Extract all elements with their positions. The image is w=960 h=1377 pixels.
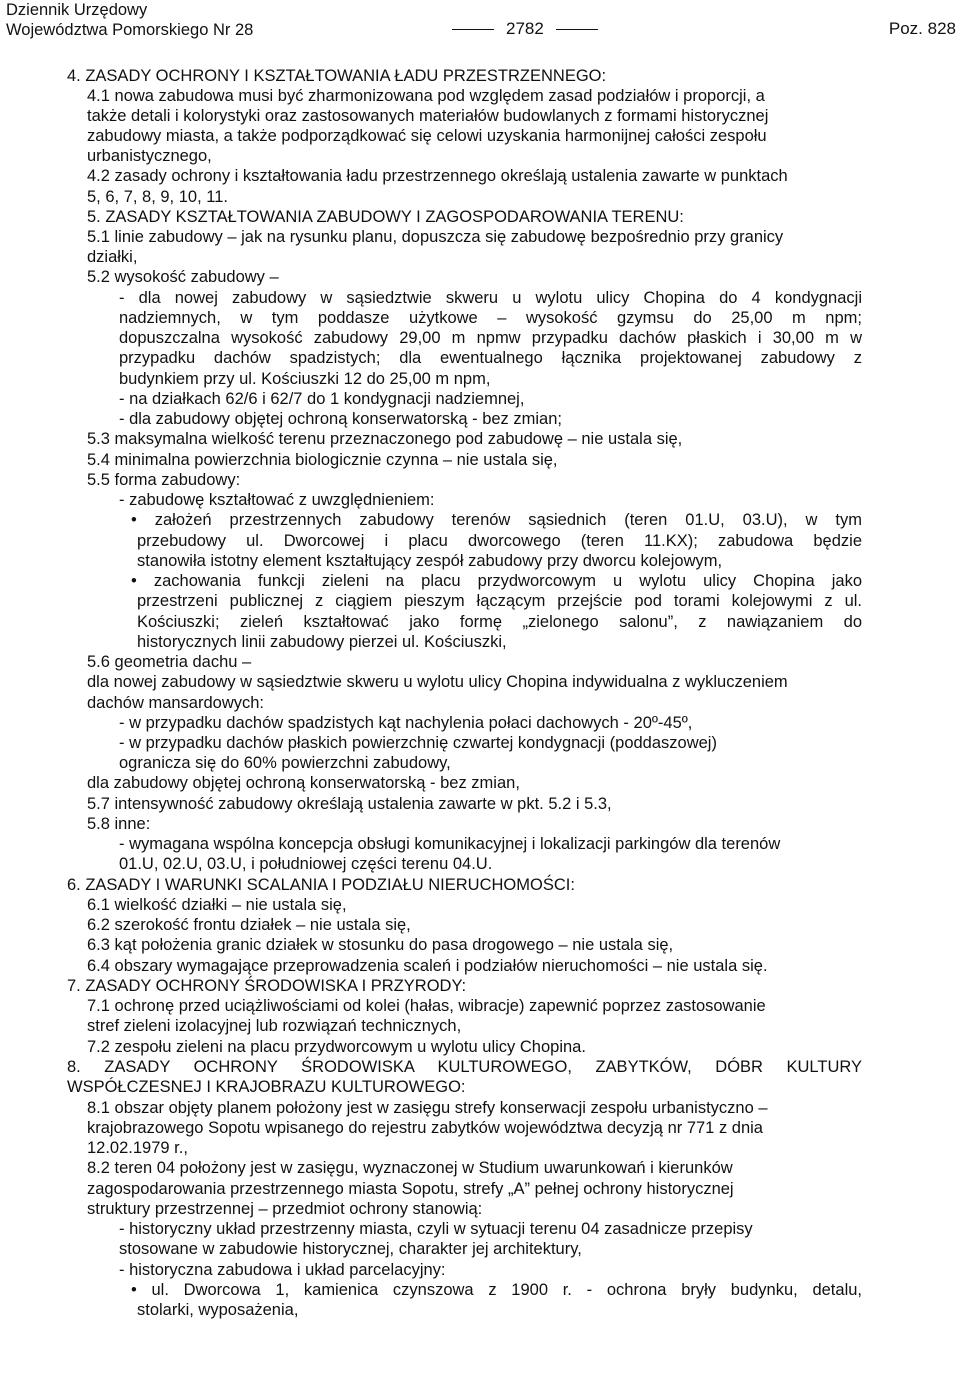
text-line: stref zieleni izolacyjnej lub rozwiązań technicznych,	[87, 1017, 462, 1035]
text-line: • założeń przestrzennych zabudowy terenów sąsiednich (teren 01.U, 03.U), w tym	[131, 511, 862, 529]
text-line: WSPÓŁCZESNEJ I KRAJOBRAZU KULTUROWEGO:	[67, 1078, 466, 1096]
text-line: 7.1 ochronę przed uciążliwościami od kolei (hałas, wibracje) zapewnić poprzez zastosowanie	[87, 997, 766, 1015]
text-line: dachów mansardowych:	[87, 694, 265, 712]
page-number-dash-right	[556, 29, 598, 30]
position-label: Poz. 828	[888, 19, 956, 38]
text-line: • zachowania funkcji zieleni na placu przydworcowym u wylotu ulicy Chopina jako	[131, 572, 862, 590]
journal-title-line1: Dziennik Urzędowy	[6, 1, 148, 19]
text-line: 4.1 nowa zabudowa musi być zharmonizowana pod względem zasad podziałów i proporcji, a	[87, 87, 765, 105]
page-number	[440, 18, 610, 40]
text-line: dopuszczalna wysokość zabudowy 29,00 m npmw przypadku dachów płaskich i 30,00 m w	[119, 329, 862, 347]
text-line: dla zabudowy objętej ochroną konserwatorską - bez zmian,	[87, 774, 520, 792]
text-line: 8. ZASADY OCHRONY ŚRODOWISKA KULTUROWEGO, ZABYTKÓW, DÓBR KULTURY	[67, 1058, 862, 1076]
text-line: krajobrazowego Sopotu wpisanego do rejestru zabytków województwa decyzją nr 771 z dnia	[87, 1119, 763, 1137]
text-line: 8.1 obszar objęty planem położony jest w zasięgu strefy konserwacji zespołu urbanistyczno –	[87, 1099, 768, 1117]
text-line: - historyczna zabudowa i układ parcelacyjny:	[119, 1261, 446, 1279]
text-line: ogranicza się do 60% powierzchni zabudowy,	[119, 754, 451, 772]
page-number-value: 2782	[506, 19, 544, 38]
text-line: 01.U, 02.U, 03.U, i południowej części terenu 04.U.	[119, 855, 493, 873]
text-line: Kościuszki; zieleń kształtować jako formę „zielonego salonu”, z nawiązaniem do	[137, 613, 862, 631]
text-line: - zabudowę kształtować z uwzględnieniem:	[119, 491, 435, 509]
text-line: 8.2 teren 04 położony jest w zasięgu, wyznaczonej w Studium uwarunkowań i kierunków	[87, 1159, 733, 1177]
text-line: 6.2 szerokość frontu działek – nie ustala się,	[87, 916, 411, 934]
text-line: 12.02.1979 r.,	[87, 1139, 188, 1157]
text-line: 7.2 zespołu zieleni na placu przydworcowym u wylotu ulicy Chopina.	[87, 1038, 586, 1056]
text-line: zabudowy miasta, a także podporządkować się celowi uzyskania harmonijnej całości zespołu	[87, 127, 767, 145]
text-line: przypadku dachów spadzistych; dla ewentualnego łącznika projektowanej zabudowy z	[119, 349, 862, 367]
text-line: 4. ZASADY OCHRONY I KSZTAŁTOWANIA ŁADU PRZESTRZENNEGO:	[67, 67, 607, 85]
text-line: 6.4 obszary wymagające przeprowadzenia scaleń i podziałów nieruchomości – nie ustala się.	[87, 957, 768, 975]
text-line: 7. ZASADY OCHRONY ŚRODOWISKA I PRZYRODY:	[67, 977, 467, 995]
text-line: 5.3 maksymalna wielkość terenu przeznaczonego pod zabudowę – nie ustala się,	[87, 430, 683, 448]
page-number-dash-left	[452, 29, 494, 30]
text-line: 6. ZASADY I WARUNKI SCALANIA I PODZIAŁU NIERUCHOMOŚCI:	[67, 876, 575, 894]
text-line: 5.8 inne:	[87, 815, 151, 833]
text-line: budynkiem przy ul. Kościuszki 12 do 25,00 m npm,	[119, 370, 491, 388]
text-line: przestrzeni publicznej z ciągiem pieszym łączącym przejście pod torami kolejowymi z ul.	[137, 592, 862, 610]
text-line: stolarki, wyposażenia,	[137, 1301, 299, 1319]
text-line: • ul. Dworcowa 1, kamienica czynszowa z 1900 r. - ochrona bryły budynku, detalu,	[131, 1281, 862, 1299]
text-line: 5.2 wysokość zabudowy –	[87, 268, 279, 286]
text-line: 5.4 minimalna powierzchnia biologicznie czynna – nie ustala się,	[87, 451, 558, 469]
text-line: 5.6 geometria dachu –	[87, 653, 252, 671]
text-line: 6.1 wielkość działki – nie ustala się,	[87, 896, 347, 914]
text-line: stanowiła istotny element kształtujący zespół zabudowy przy dworcu kolejowym,	[137, 552, 723, 570]
journal-title-line2: Województwa Pomorskiego Nr 28	[6, 21, 254, 39]
text-line: - na działkach 62/6 i 62/7 do 1 kondygnacji nadziemnej,	[119, 390, 525, 408]
text-line: stosowane w zabudowie historycznej, charakter jej architektury,	[119, 1240, 582, 1258]
text-line: dla nowej zabudowy w sąsiedztwie skweru u wylotu ulicy Chopina indywidualna z wykluczeniem	[87, 673, 788, 691]
text-line: - dla zabudowy objętej ochroną konserwatorską - bez zmian;	[119, 410, 562, 428]
text-line: 5.5 forma zabudowy:	[87, 471, 241, 489]
text-line: przebudowy ul. Dworcowej i placu dworcowego (teren 11.KX); zabudowa będzie	[137, 532, 862, 550]
text-line: - dla nowej zabudowy w sąsiedztwie skweru u wylotu ulicy Chopina do 4 kondygnacji	[119, 289, 862, 307]
text-line: 4.2 zasady ochrony i kształtowania ładu przestrzennego określają ustalenia zawarte w punktach	[87, 167, 788, 185]
text-line: 5.1 linie zabudowy – jak na rysunku planu, dopuszcza się zabudowę bezpośrednio przy granicy	[87, 228, 784, 246]
text-line: 5, 6, 7, 8, 9, 10, 11.	[87, 188, 228, 206]
journal-title	[6, 0, 253, 40]
text-line: struktury przestrzennej – przedmiot ochrony stanowią:	[87, 1200, 483, 1218]
text-line: także detali i kolorystyki oraz zastosowanych materiałów budowlanych z formami historycznej	[87, 107, 769, 125]
text-line: 5. ZASADY KSZTAŁTOWANIA ZABUDOWY I ZAGOSPODAROWANIA TERENU:	[87, 208, 684, 226]
text-line: - wymagana wspólna koncepcja obsługi komunikacyjnej i lokalizacji parkingów dla terenów	[119, 835, 781, 853]
text-line: - w przypadku dachów spadzistych kąt nachylenia połaci dachowych - 20º-45º,	[119, 714, 693, 732]
text-line: 6.3 kąt położenia granic działek w stosunku do pasa drogowego – nie ustala się,	[87, 936, 674, 954]
text-line: - w przypadku dachów płaskich powierzchnię czwartej kondygnacji (poddaszowej)	[119, 734, 717, 752]
text-line: 5.7 intensywność zabudowy określają ustalenia zawarte w pkt. 5.2 i 5.3,	[87, 795, 612, 813]
text-line: historycznych linii zabudowy pierzei ul. Kościuszki,	[137, 633, 507, 651]
text-line: nadziemnych, w tym poddasze użytkowe – wysokość gzymsu do 25,00 m npm;	[119, 309, 862, 327]
text-line: urbanistycznego,	[87, 147, 212, 165]
text-line: działki,	[87, 248, 138, 266]
text-line: zagospodarowania przestrzennego miasta Sopotu, strefy „A” pełnej ochrony historycznej	[87, 1180, 734, 1198]
text-line: - historyczny układ przestrzenny miasta, czyli w sytuacji terenu 04 zasadnicze przepisy	[119, 1220, 753, 1238]
